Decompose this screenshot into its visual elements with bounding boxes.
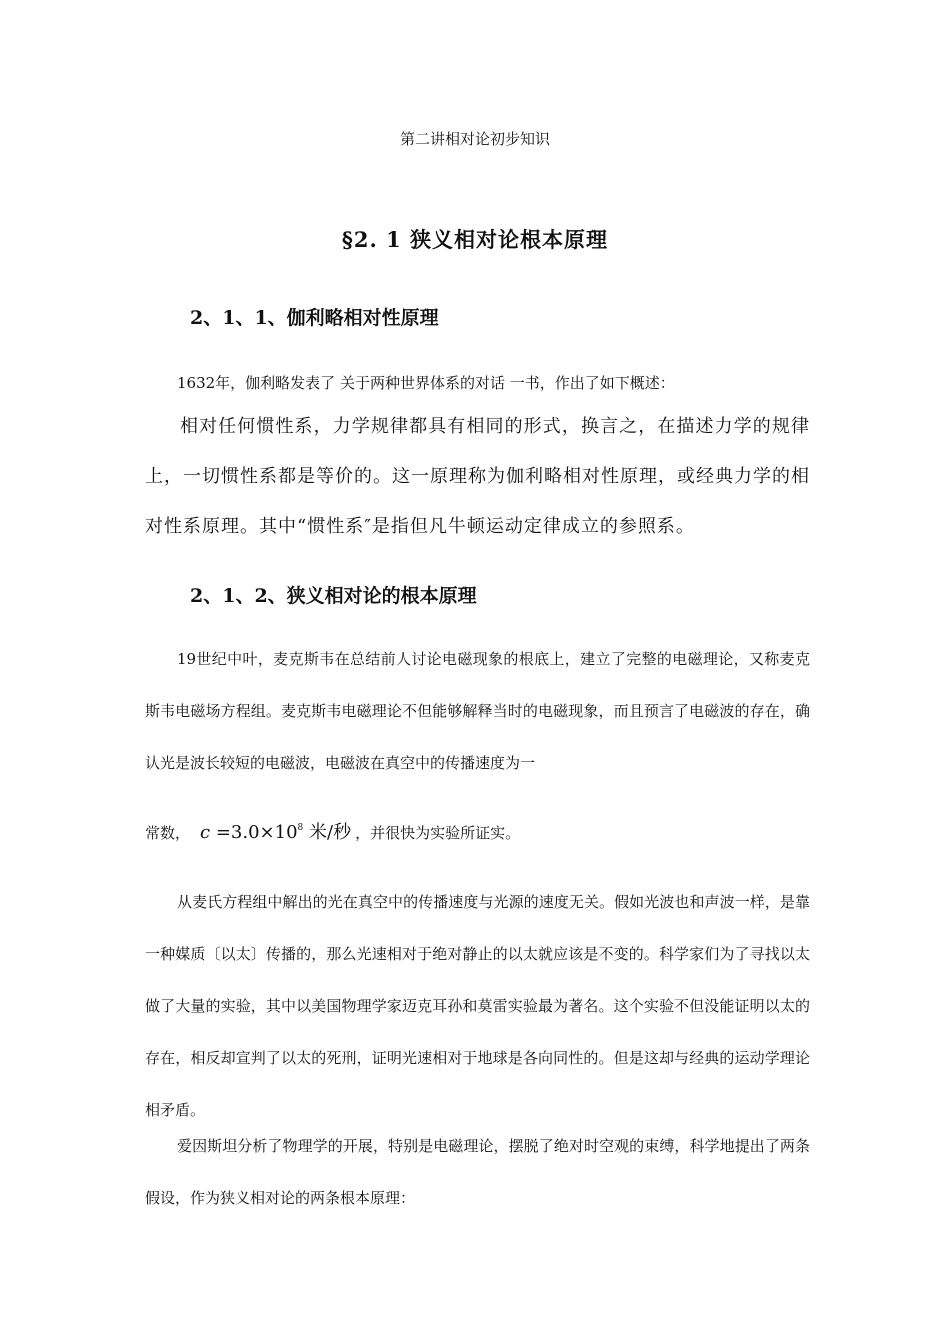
formula-value: =3.0×10 bbox=[215, 822, 298, 843]
formula-line bbox=[145, 818, 520, 844]
speed-of-light-formula bbox=[200, 822, 351, 843]
formula-suffix: ，并很快为实验所证实。 bbox=[355, 824, 521, 842]
subsection-heading-special-relativity: 2、1、2、狭义相对论的根本原理 bbox=[190, 585, 477, 607]
formula-unit: 米/秒 bbox=[309, 822, 352, 843]
doc-title: 第二讲相对论初步知识 bbox=[399, 130, 550, 148]
subsection-heading-galileo: 2、1、1、伽利略相对性原理 bbox=[190, 307, 439, 329]
formula-variable: c bbox=[200, 822, 211, 843]
formula-exponent: 8 bbox=[297, 823, 304, 833]
formula-prefix: 常数， bbox=[145, 824, 191, 842]
paragraph-einstein: 爱因斯坦分析了物理学的开展，特别是电磁理论，摆脱了绝对时空观的束缚，科学地提出了两条假设，作为狭义相对论的两条根本原理： bbox=[145, 1137, 810, 1207]
section-heading: §2. 1 狭义相对论根本原理 bbox=[341, 227, 609, 252]
paragraph-galileo-principle: 相对任何惯性系，力学规律都具有相同的形式，换言之，在描述力学的规律上，一切惯性系都是等价的。这一原理称为伽利略相对性原理，或经典力学的相对性系原理。其中“惯性系″是指但凡牛顿运动定律成立的参照系。 bbox=[145, 416, 810, 537]
paragraph-galileo-intro: 1632年，伽利略发表了 关于两种世界体系的对话 一书，作出了如下概述： bbox=[177, 374, 675, 392]
paragraph-ether: 从麦氏方程组中解出的光在真空中的传播速度与光源的速度无关。假如光波也和声波一样，是靠一种媒质〔以太〕传播的，那么光速相对于绝对静止的以太就应该是不变的。科学家们为了寻找以太做了大量的实验，其中以美国物理学家迈克耳孙和莫雷实验最为著名。这个实验不但没能证明以太的存在，相反却宣判了以太的死刑，证明光速相对于地球是各向同性的。但是这却与经典的运动学理论相矛盾。 bbox=[145, 893, 810, 1119]
paragraph-maxwell: 19世纪中叶，麦克斯韦在总结前人讨论电磁现象的根底上，建立了完整的电磁理论，又称麦克斯韦电磁场方程组。麦克斯韦电磁理论不但能够解释当时的电磁现象，而且预言了电磁波的存在，确认光是波长较短的电磁波，电磁波在真空中的传播速度为一 bbox=[145, 650, 810, 772]
